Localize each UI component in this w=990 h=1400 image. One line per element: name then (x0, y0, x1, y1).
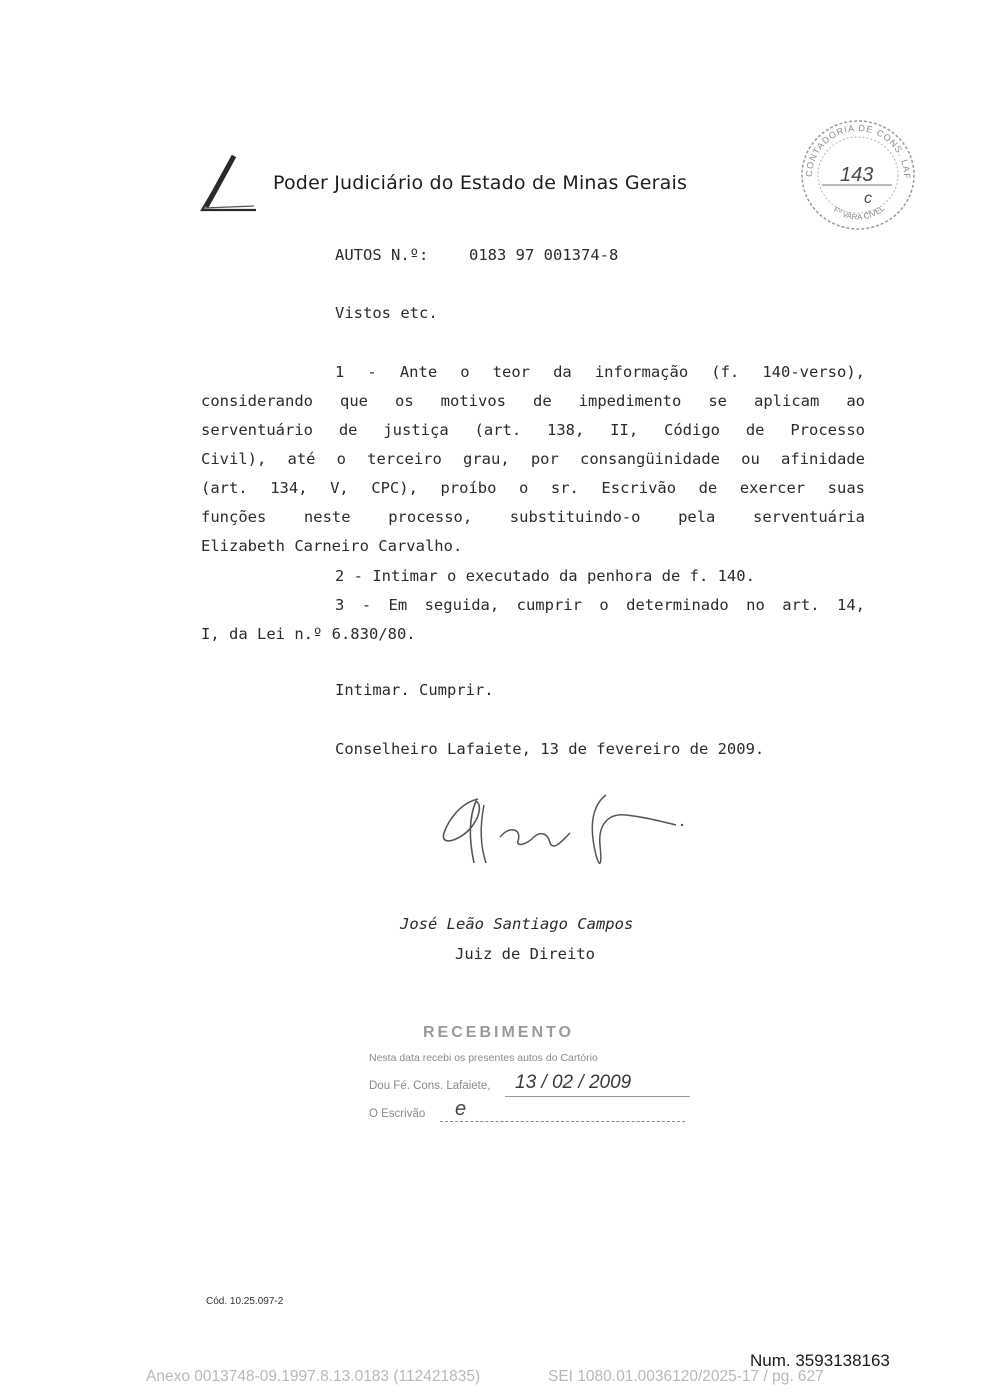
receipt-stamp-line3-label: O Escrivão (369, 1108, 426, 1120)
signatory-role: Juiz de Direito (455, 945, 595, 963)
paragraph1-line: considerando que os motivos de impedimento se aplicam ao (201, 392, 865, 410)
document-number: Num. 3593138163 (750, 1351, 890, 1370)
place-date: Conselheiro Lafaiete, 13 de fevereiro de 2009. (335, 740, 765, 758)
handwritten-signature (430, 785, 690, 875)
paragraph1-line: (art. 134, V, CPC), proíbo o sr. Escrivão de exercer suas (201, 479, 865, 497)
signatory-name: José Leão Santiago Campos (400, 915, 634, 933)
item-3-line: I, da Lei n.º 6.830/80. (201, 625, 416, 643)
court-header-title: Poder Judiciário do Estado de Minas Gerais (273, 172, 688, 194)
folio-seal (796, 115, 920, 233)
seal-ring-icon (796, 115, 920, 233)
form-code: Cód. 10.25.097-2 (206, 1296, 284, 1307)
tribunal-logo-icon (198, 152, 260, 214)
receipt-initial-mark: e (455, 1098, 467, 1120)
receipt-date-line (505, 1096, 690, 1097)
case-number-label: AUTOS N.º: (335, 246, 429, 264)
seal-folio-number: 143 (840, 164, 874, 186)
item-2: 2 - Intimar o executado da penhora de f. 140. (335, 567, 755, 585)
item-3-line: 3 - Em seguida, cumprir o determinado no art. 14, (335, 596, 865, 614)
receipt-stamp (365, 1022, 695, 1130)
opening-text: Vistos etc. (335, 304, 438, 322)
annex-reference: Anexo 0013748-09.1997.8.13.0183 (112421835) (146, 1368, 481, 1385)
receipt-stamp-line1: Nesta data recebi os presentes autos do Cartório (369, 1052, 598, 1064)
paragraph1-line: Civil), até o terceiro grau, por consangüinidade ou afinidade (201, 450, 865, 468)
paragraph1-line: serventuário de justiça (art. 138, II, Código de Processo (201, 421, 865, 439)
seal-ring-text: CONTADORIA DE CONS. LAF (803, 122, 913, 180)
seal-bottom-text: Fº VARA CÍVEL (831, 203, 887, 222)
case-number: 0183 97 001374-8 (469, 246, 619, 264)
paragraph1-line: funções neste processo, substituindo-o pela serventuária (201, 508, 865, 526)
svg-text:c: c (864, 190, 872, 207)
receipt-stamp-line2-label: Dou Fé. Cons. Lafaiete, (369, 1080, 491, 1092)
receipt-signature-line (440, 1121, 685, 1122)
svg-text:Fº VARA CÍVEL (832, 203, 887, 221)
paragraph1-line: Elizabeth Carneiro Carvalho. (201, 537, 463, 555)
receipt-stamp-date: 13 / 02 / 2009 (515, 1072, 632, 1093)
sei-reference: SEI 1080.01.0036120/2025-17 / pg. 627 (548, 1368, 824, 1385)
receipt-stamp-title: RECEBIMENTO (423, 1024, 574, 1041)
paragraph1-line: 1 - Ante o teor da informação (f. 140-verso), (335, 363, 865, 381)
order-text: Intimar. Cumprir. (335, 681, 494, 699)
